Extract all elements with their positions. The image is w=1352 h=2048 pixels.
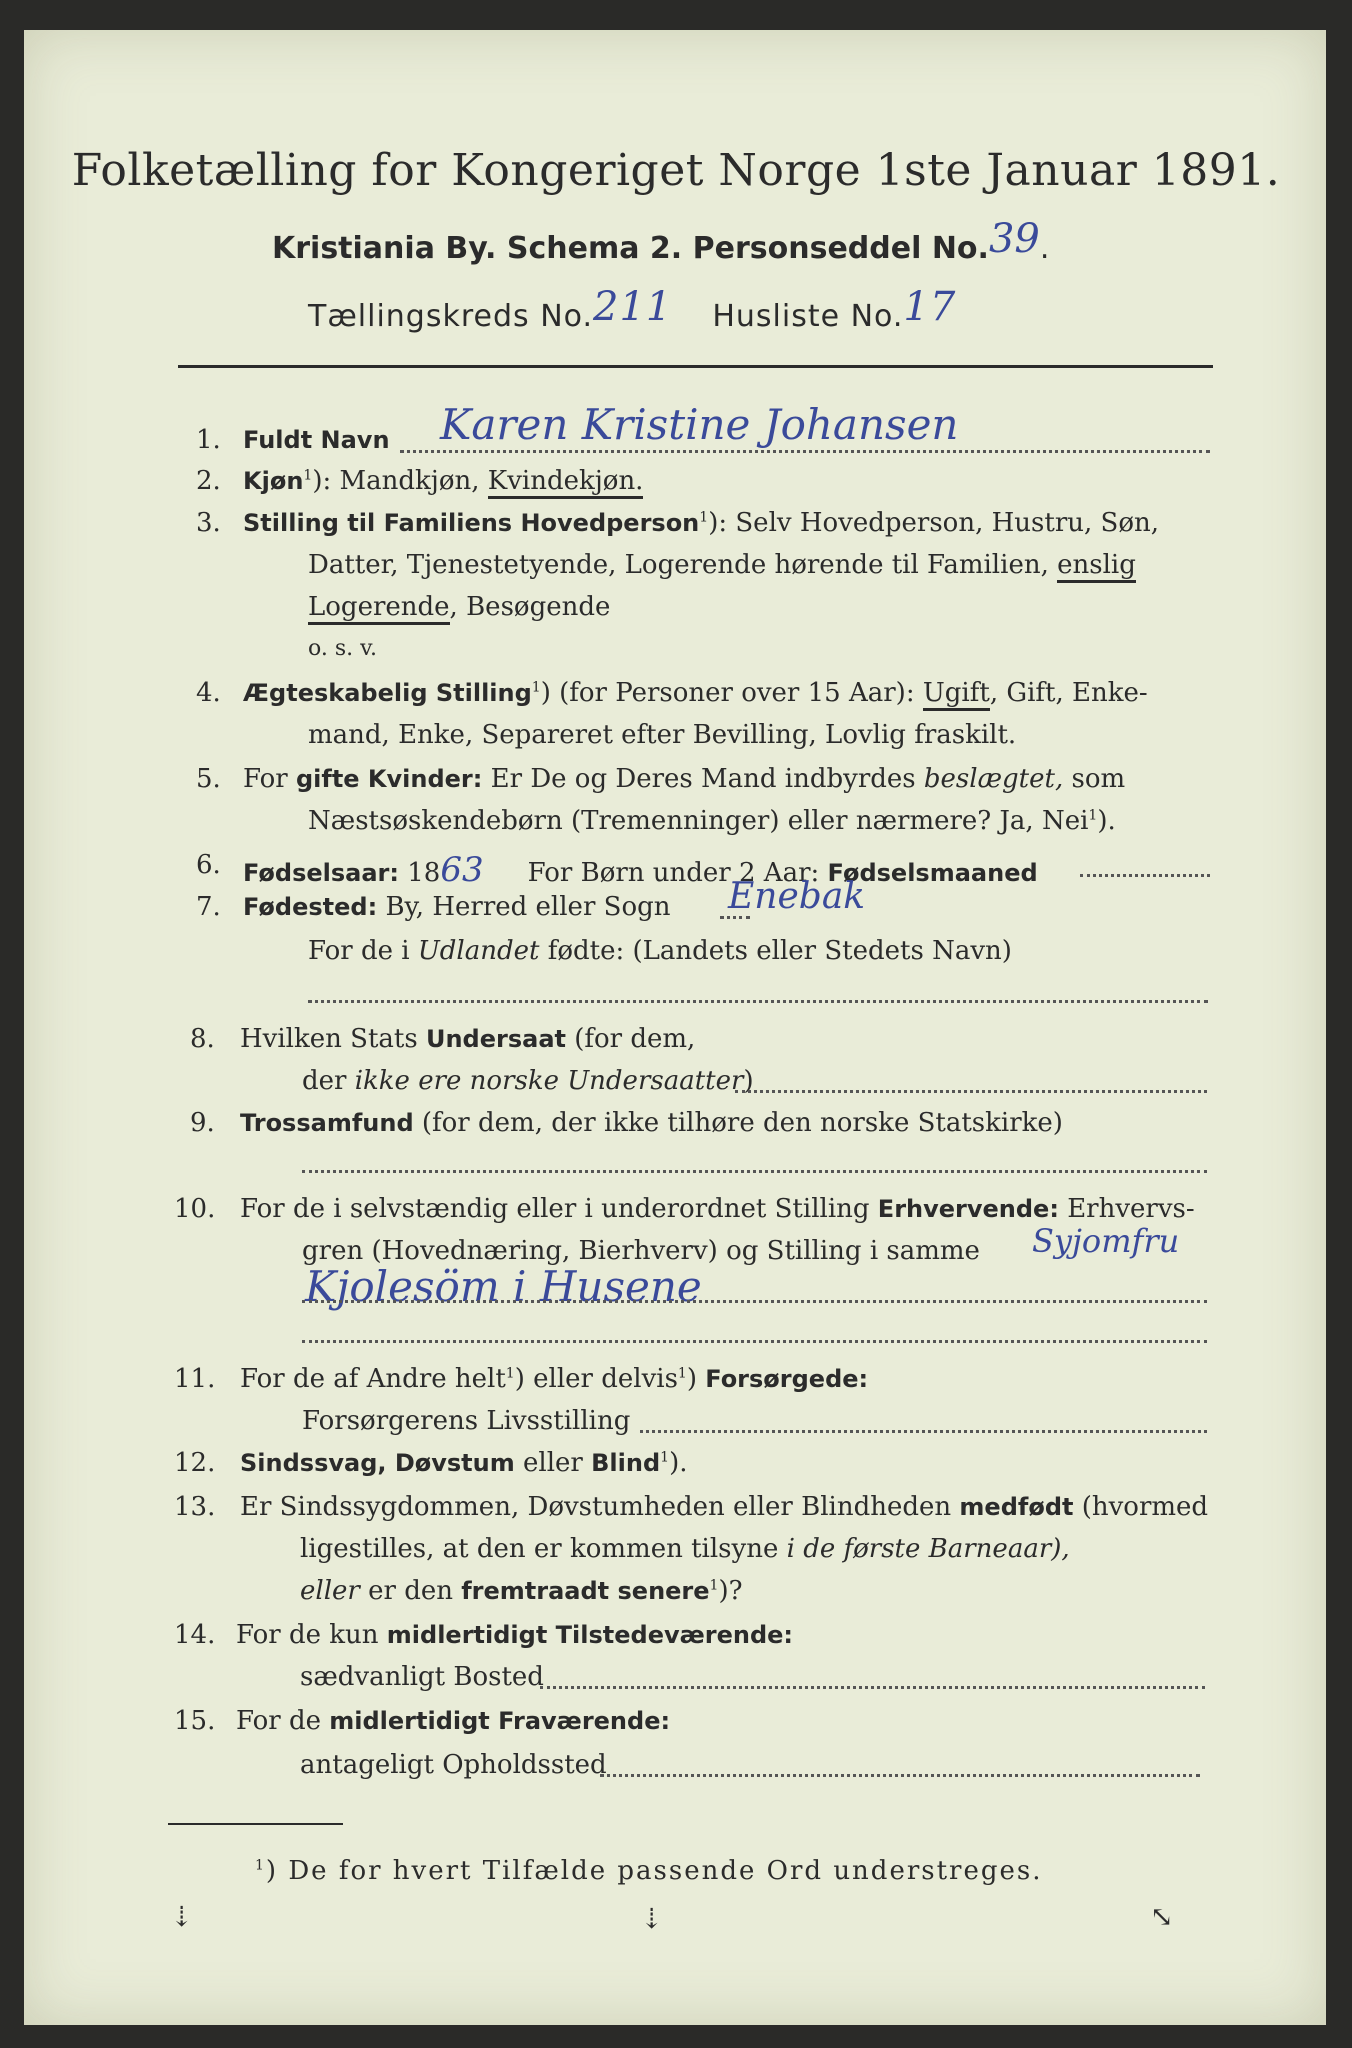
supported-mid: ) eller delvis [514,1364,678,1394]
item-number: 2. [196,466,221,496]
temporary-present-pre: For de kun [236,1620,387,1650]
full-name-label: Fuldt Navn [243,426,390,454]
item-number: 15. [174,1706,216,1736]
form-subtitle [272,216,1050,268]
married-women-label: gifte Kvinder: [295,765,483,793]
supported-label: Forsørgede: [705,1365,869,1393]
item-5-end: ). [1097,806,1116,836]
item-number: 13. [174,1492,216,1522]
taellingskreds-label: Tællingskreds No. [308,299,593,334]
taellingskreds-line [308,284,957,336]
occupation-dotted-line-2 [302,1340,1207,1343]
husliste-number: 17 [903,284,957,330]
household-position-options-3: , Besøgende [449,592,611,622]
congenital-end: )? [718,1576,743,1606]
later-onset-label: fremtraadt senere [461,1577,710,1605]
citizenship-pre: Hvilken Stats [240,1024,426,1054]
item-5-line2 [308,806,1116,836]
disability-mid: eller [514,1448,592,1478]
item-2-row [243,466,643,496]
item-6-row [243,850,1038,890]
religion-dotted-line [302,1170,1207,1173]
item-1-row [243,425,390,455]
disability-label: Sindssvag, Døvstum [240,1449,515,1477]
temporary-present-label: midlertidigt Tilstedeværende: [386,1621,794,1649]
birth-month-dotted-line [1080,874,1210,877]
occupation-dotted-line-1 [302,1300,1207,1303]
household-position-options: ): Selv Hovedperson, Hustru, Søn, [708,508,1160,538]
item-3-row [243,508,1159,538]
item-11-row [240,1364,868,1394]
congenital-italic: i de første Barneaar), [786,1534,1070,1564]
marital-status-options: , Gift, Enke- [989,678,1148,708]
occupation-value-2: Kjolesöm i Husene [305,1262,702,1311]
citizenship-line2: der [302,1066,355,1096]
abroad-text-end: fødte: (Landets eller Stedets Navn) [539,936,1012,966]
birthplace-label: Fødested: [243,893,378,921]
item-number: 14. [174,1620,216,1650]
item-3-line2 [308,550,1136,580]
footnote-ref: 1 [505,1365,515,1382]
household-position-label: Stilling til Familiens Hovedperson [243,509,700,537]
birth-year-century: 18 [399,858,441,888]
item-14-line2: sædvanligt Bosted [300,1662,544,1692]
item-10-row [240,1194,1195,1224]
citizenship-dotted-line [735,1090,1207,1093]
household-position-selected-2: Logerende [308,592,450,625]
item-number: 5. [196,764,221,794]
whereabouts-dotted-line [600,1774,1200,1777]
taellingskreds-number: 211 [593,284,673,330]
blind-label: Blind [591,1449,661,1477]
citizenship-text: (for dem, [565,1024,696,1054]
item-13-row [240,1492,1208,1522]
item-9-row [240,1108,1063,1138]
item-7-line2 [308,936,1012,966]
item-15-line2: antageligt Opholdssted [300,1750,607,1780]
birth-year-label: Fødselsaar: [243,859,399,887]
birth-month-label: Fødselsmaaned [827,859,1038,887]
item-number: 11. [174,1364,216,1394]
footnote-ref: 1 [677,1365,687,1382]
abroad-dotted-line [308,1000,1208,1003]
abroad-text: For de i [308,936,418,966]
household-position-selected: enslig [1057,550,1136,583]
footnote [255,1856,1043,1886]
provider-dotted-line [640,1430,1207,1433]
congenital-label: medfødt [959,1493,1074,1521]
footnote-ref: 1 [699,509,709,526]
marital-status-text: ) (for Personer over 15 Aar): [540,678,923,708]
congenital-line3: er den [359,1576,462,1606]
item-15-row [236,1706,670,1736]
footnote-ref: 1 [660,1449,670,1466]
item-5-pre: For [243,764,296,794]
item-13-line3 [300,1576,743,1606]
item-number: 1. [196,425,221,455]
disability-end: ). [669,1448,688,1478]
item-number: 12. [174,1448,216,1478]
religion-label: Trossamfund [240,1109,414,1137]
item-3-line3 [308,592,610,622]
registration-mark-right: ⤡ [1150,1900,1174,1933]
household-position-options-2: Datter, Tjenestetyende, Logerende hørende til Familien, [308,550,1049,580]
footnote-rule [168,1823,343,1825]
subtitle-text: Kristiania By. Schema 2. Personseddel No. [272,231,989,266]
congenital-pre: Er Sindssygdommen, Døvstumheden eller Blindheden [240,1492,960,1522]
personseddel-number: 39 [988,216,1040,262]
sex-label: Kjøn [243,467,304,495]
citizenship-label: Undersaat [425,1025,566,1053]
item-13-line2 [300,1534,1070,1564]
item-14-row [236,1620,793,1650]
registration-mark-center: ⇣ [640,1902,664,1935]
form-title: Folketælling for Kongeriget Norge 1ste Januar 1891. [71,145,1281,196]
subtitle-dots: . [1039,231,1050,266]
item-number: 8. [190,1024,215,1054]
abroad-italic: Udlandet [417,936,540,966]
item-5-row [243,764,1125,794]
birthplace-value: Enebak [728,876,866,917]
item-4-line2: mand, Enke, Separeret efter Bevilling, Lovlig fraskilt. [308,720,1017,750]
citizenship-italic: ikke ere norske Undersaatter [354,1066,744,1096]
birth-month-text: For Børn under 2 Aar: [527,858,828,888]
item-8-row [240,1024,695,1054]
sex-selected: Kvindekjøn. [488,466,644,499]
footnote-ref: 1 [1088,807,1098,824]
registration-mark-left: ⇣ [170,1900,194,1933]
supported-post: ) [686,1364,706,1394]
footnote-ref: 1 [531,679,541,696]
residence-dotted-line [540,1686,1205,1689]
footnote-text: ) De for hvert Tilfælde passende Ord understreges. [265,1856,1043,1886]
item-5-text-end: som [1063,764,1126,794]
item-number: 9. [190,1108,215,1138]
birthplace-text: By, Herred eller Sogn [377,892,671,922]
marital-status-label: Ægteskabelig Stilling [243,679,532,707]
item-number: 7. [196,892,221,922]
husliste-label: Husliste No. [712,299,904,334]
citizenship-end: ) [743,1066,754,1096]
congenital-line2: ligestilles, at den er kommen tilsyne [300,1534,787,1564]
marital-status-selected: Ugift [923,678,990,711]
sex-options: ): Mandkjøn, [312,466,488,496]
occupation-text: Erhvervs- [1058,1194,1195,1224]
full-name-value: Karen Kristine Johansen [440,400,959,449]
occupation-value-1: Syjomfru [1032,1222,1180,1260]
birth-year-value: 63 [440,850,484,890]
item-number: 3. [196,508,221,538]
footnote-ref: 1 [303,467,313,484]
congenital-line3-italic: eller [300,1576,360,1606]
item-number: 6. [196,850,221,880]
congenital-text: (hvormed [1073,1492,1209,1522]
item-11-line2: Forsørgerens Livsstilling [302,1406,631,1436]
full-name-dotted-line [400,450,1210,453]
item-5-text: Er De og Deres Mand indbyrdes [482,764,924,794]
item-number: 4. [196,678,221,708]
item-5-question: Næstsøskendebørn (Tremenninger) eller nærmere? Ja, Nei [308,806,1089,836]
occupation-pre: For de i selvstændig eller i underordnet Stilling [240,1194,878,1224]
item-5-italic: beslægtet, [923,764,1064,794]
item-4-row [243,678,1148,708]
footnote-marker: 1 [255,1857,266,1874]
item-3-line4: o. s. v. [308,636,377,661]
item-12-row [240,1448,687,1478]
footnote-ref: 1 [709,1577,719,1594]
temporary-absent-label: midlertidigt Fraværende: [329,1707,671,1735]
supported-pre: For de af Andre helt [240,1364,506,1394]
temporary-absent-pre: For de [236,1706,330,1736]
header-rule [178,365,1213,368]
religion-text: (for dem, der ikke tilhøre den norske Statskirke) [413,1108,1063,1138]
item-7-row [243,892,671,922]
occupation-label: Erhvervende: [877,1195,1059,1223]
item-10-line2: gren (Hovednæring, Bierhverv) og Stilling i samme [302,1236,980,1266]
item-number: 10. [174,1194,216,1224]
item-8-line2 [302,1066,754,1096]
